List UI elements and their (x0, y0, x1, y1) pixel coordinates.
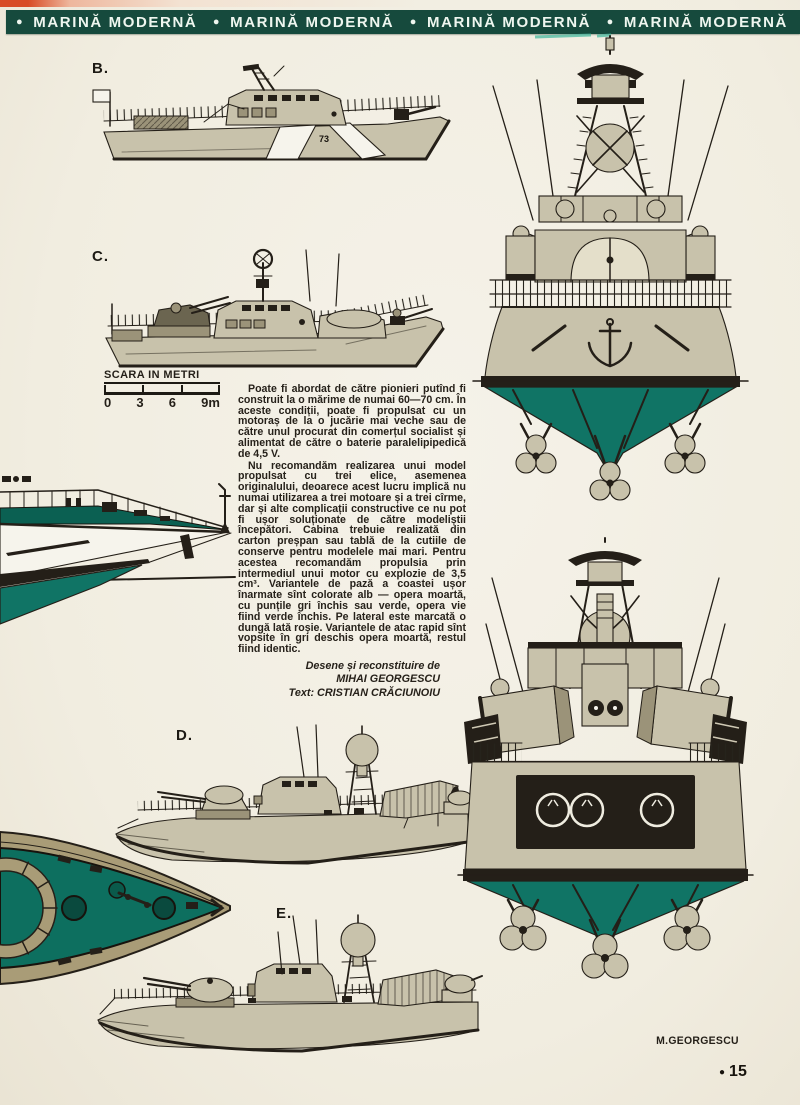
bridge (214, 301, 318, 338)
transom-panel (516, 775, 695, 849)
bridge (254, 777, 341, 814)
deck-hatch (62, 896, 86, 920)
banner-segment (16, 14, 197, 31)
banner-title: MARINĂ MODERNĂ (427, 13, 592, 31)
searchlight-icon (556, 200, 574, 218)
searchlight-icon (647, 200, 665, 218)
radome-icon (341, 923, 375, 957)
banner-title: MARINĂ MODERNĂ (33, 13, 198, 31)
scale-tick: 0 (104, 395, 112, 410)
credits-author: MIHAI GEORGESCU (336, 673, 440, 686)
bridge (248, 964, 337, 1002)
bow-railing (490, 280, 731, 307)
scale-bar (104, 369, 220, 410)
scan-edge-red-strip (0, 0, 800, 7)
page-number-value: 15 (729, 1063, 747, 1080)
bullet-icon: ● (16, 15, 25, 28)
mast (243, 64, 284, 90)
stern-view-drawing (458, 538, 753, 1035)
scan-teal-smudge (535, 35, 611, 37)
banner-title: MARINĂ MODERNĂ (230, 13, 395, 31)
whip-antennas (306, 250, 339, 306)
page-number (719, 1063, 747, 1081)
whip-antennas (297, 725, 318, 777)
credits (238, 660, 466, 701)
banner-title: MARINĂ MODERNĂ (623, 13, 788, 31)
credits-line: Desene și reconstituire de (305, 659, 440, 672)
hull (485, 307, 736, 377)
scale-ruler (104, 385, 220, 395)
superstructure (226, 90, 346, 125)
ship-b-side-view-drawing (88, 64, 460, 188)
paragraph: Nu recomandăm realizarea unui model propulsat cu trei elice, asemenea originalului, deoarece acest lucru implică nu numai utilizarea a trei motoare și a trei cîrme, dar și alte complicații constructive ce nu pot fi ușor soluționate de către modeliștii începători. Cabina trebuie realizată din carton preșpan sau tablă de la cutiile de conserve pentru modelele mai mari. Pentru acestea recomandăm propulsia prin intermediul unui motor cu explozie de 3,5 cm³. Variantele de pază a coastei ușor înarmate sînt colorate alb — opera moartă, cu punțile gri închis sau verde, opera vie fiind verde închis. Pe lateral este marcată o dungă lată roșie. Variantele de atac rapid sînt vopsite în gri deschis opera moartă, restul fiind identic. (238, 459, 466, 656)
view-label-d: D. (176, 727, 193, 744)
scale-tick: 6 (168, 395, 177, 410)
deck-fittings (2, 476, 31, 482)
ship-c-side-view-drawing (96, 246, 448, 380)
bullet-icon: ● (409, 15, 419, 28)
article-text (238, 384, 466, 700)
mast (254, 250, 272, 301)
scale-tick: 9m (201, 395, 220, 410)
credits-text-author: Text: CRISTIAN CRĂCIUNOIU (288, 686, 440, 699)
ship-e-side-view-drawing (92, 910, 484, 1062)
bow-front-view-drawing (473, 28, 748, 533)
mast (568, 36, 653, 196)
hull (98, 1002, 478, 1051)
bullet-icon: ● (212, 15, 222, 28)
bullet-icon: ● (719, 1066, 726, 1078)
bullet-icon: ● (606, 15, 615, 28)
view-label-e: E. (276, 905, 293, 922)
bridge-platform (539, 196, 682, 222)
radar-antenna-icon (243, 64, 260, 71)
illustrator-signature: M.GEORGESCU (656, 1035, 739, 1047)
view-label-b: B. (92, 60, 109, 77)
deckhouse (506, 230, 715, 282)
view-label-c: C. (92, 248, 109, 265)
paragraph: Poate fi abordat de către pionieri putînd fi construit la o mărime de numai 60—70 cm. În aceste condiții, poate fi propulsat cu un motoraș de la o jucărie mai veche sau de către unul procurat din comerțul socialist și alimentat de către o baterie paralelipipedică de 4,5 V. (238, 383, 466, 460)
radome-icon (346, 734, 378, 766)
boat-blister (318, 310, 386, 338)
svg-text:73: 73 (319, 134, 330, 144)
banner-segment (213, 14, 394, 31)
scale-tick: 3 (136, 395, 144, 410)
scale-title: SCARA IN METRI (104, 369, 220, 384)
bow-perspective-drawing (0, 452, 235, 652)
center-pedestal (582, 664, 628, 726)
